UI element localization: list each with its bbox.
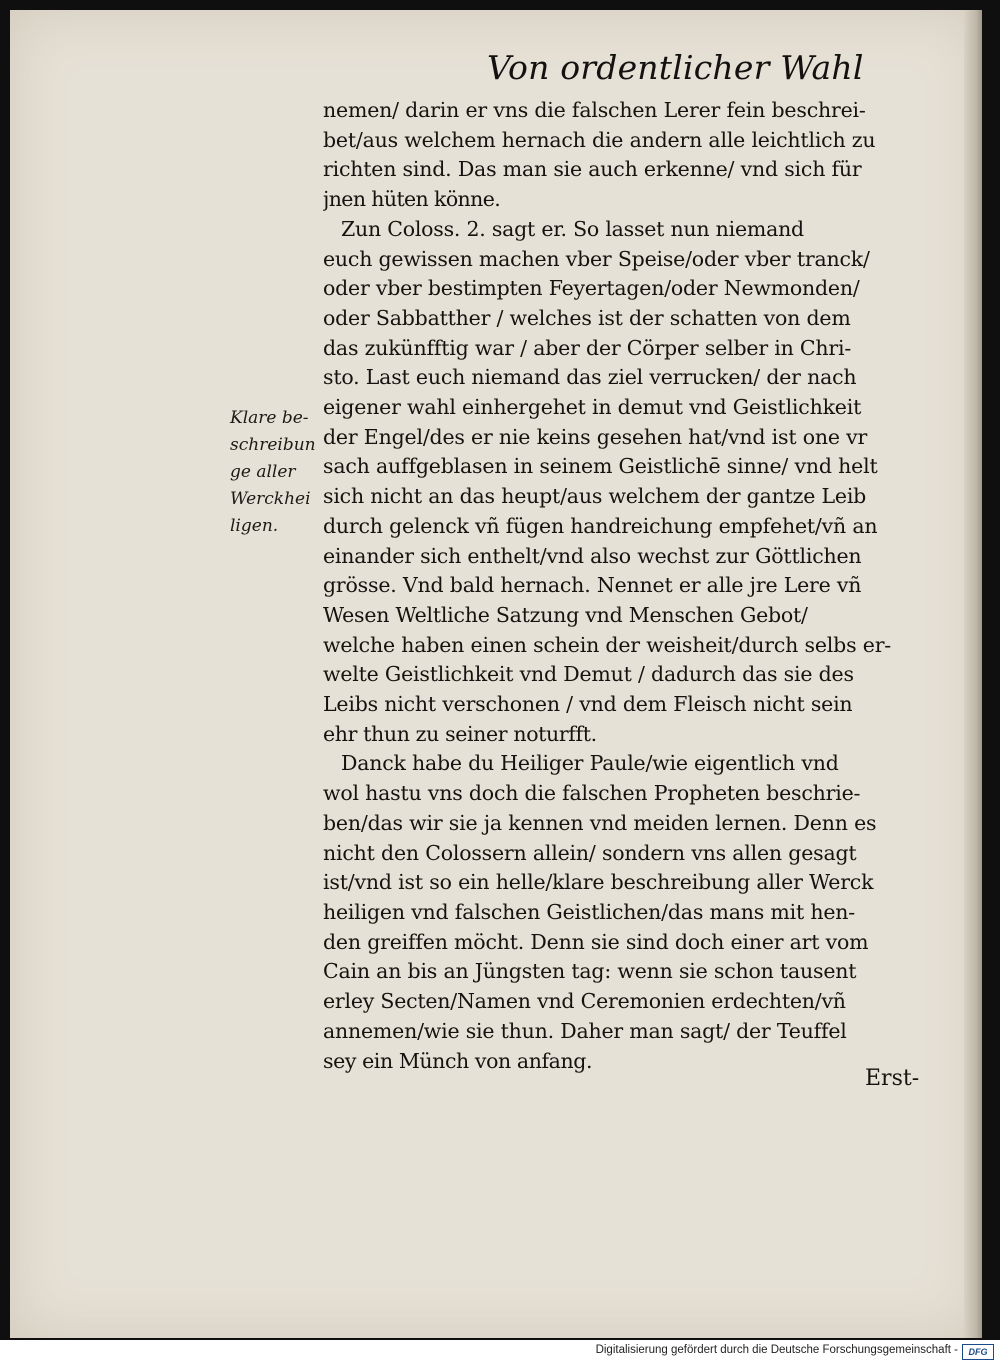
- text-line: oder Sabbatther / welches ist der schatten von dem: [323, 305, 851, 330]
- running-head: Von ordentlicher Wahl: [487, 48, 864, 87]
- text-line: oder vber bestimpten Feyertagen/oder Newmonden/: [323, 276, 860, 301]
- text-line: richten sind. Das man sie auch erkenne/ vnd sich für: [323, 157, 862, 182]
- text-line: den greiffen möcht. Denn sie sind doch einer art vom: [323, 929, 869, 954]
- text-line: wol hastu vns doch die falschen Propheten beschrie-: [323, 781, 861, 806]
- text-line: heiligen vnd falschen Geistlichen/das mans mit hen-: [323, 899, 855, 924]
- text-line: Danck habe du Heiliger Paule/wie eigentlich vnd: [341, 751, 839, 776]
- text-line: ben/das wir sie ja kennen vnd meiden lernen. Denn es: [323, 810, 877, 835]
- body-text: [323, 96, 963, 1076]
- page-edge: [964, 10, 982, 1338]
- text-line: jnen hüten könne.: [323, 187, 501, 212]
- text-line: der Engel/des er nie keins gesehen hat/vnd ist one vr: [323, 424, 868, 449]
- marginal-note-line: Klare be-: [230, 408, 309, 428]
- text-line: Cain an bis an Jüngsten tag: wenn sie schon tausent: [323, 959, 857, 984]
- text-line: nemen/ darin er vns die falschen Lerer fein beschrei-: [323, 98, 866, 122]
- text-line: annemen/wie sie thun. Daher man sagt/ der Teuffel: [323, 1018, 847, 1043]
- marginal-note-line: schreibun: [230, 435, 316, 455]
- text-line: erley Secten/Namen vnd Ceremonien erdechten/vñ: [323, 989, 846, 1014]
- text-line: einander sich enthelt/vnd also wechst zur Göttlichen: [323, 543, 862, 568]
- funding-notice: Digitalisierung gefördert durch die Deutsche Forschungsgemeinschaft -: [595, 1344, 958, 1356]
- text-line: Leibs nicht verschonen / vnd dem Fleisch nicht sein: [323, 692, 853, 717]
- marginal-note-line: ge aller: [230, 462, 296, 482]
- text-line: das zukünfftig war / aber der Cörper selber in Chri-: [323, 335, 852, 360]
- text-line: sach auffgeblasen in seinem Geistlichē sinne/ vnd helt: [323, 454, 878, 479]
- text-line: ist/vnd ist so ein helle/klare beschreibung aller Werck: [323, 870, 874, 895]
- catchword: Erst-: [865, 1066, 920, 1091]
- text-line: welte Geistlichkeit vnd Demut / dadurch das sie des: [323, 662, 854, 687]
- text-line: nicht den Colossern allein/ sondern vns allen gesagt: [323, 840, 857, 865]
- text-line: Wesen Weltliche Satzung vnd Menschen Gebot/: [323, 602, 808, 627]
- text-line: euch gewissen machen vber Speise/oder vber tranck/: [323, 246, 870, 271]
- text-line: welche haben einen schein der weisheit/durch selbs er-: [323, 632, 892, 657]
- text-line: sey ein Münch von anfang.: [323, 1048, 593, 1073]
- marginal-note-line: Werckhei: [230, 489, 311, 509]
- text-line: bet/aus welchem hernach die andern alle leichtlich zu: [323, 127, 876, 152]
- text-line: Zun Coloss. 2. sagt er. So lasset nun niemand: [341, 216, 804, 241]
- text-line: grösse. Vnd bald hernach. Nennet er alle jre Lere vñ: [323, 573, 862, 598]
- digitization-footer: [0, 1340, 1000, 1363]
- text-line: sto. Last euch niemand das ziel verrucken/ der nach: [323, 365, 857, 390]
- text-line: durch gelenck vñ fügen handreichung empfehet/vñ an: [323, 513, 878, 538]
- text-line: eigener wahl einhergehet in demut vnd Geistlichkeit: [323, 395, 862, 420]
- text-line: ehr thun zu seiner noturfft.: [323, 721, 597, 746]
- text-line: sich nicht an das heupt/aus welchem der gantze Leib: [323, 484, 867, 509]
- marginal-note-line: ligen.: [230, 516, 279, 536]
- dfg-logo: DFG: [962, 1344, 994, 1360]
